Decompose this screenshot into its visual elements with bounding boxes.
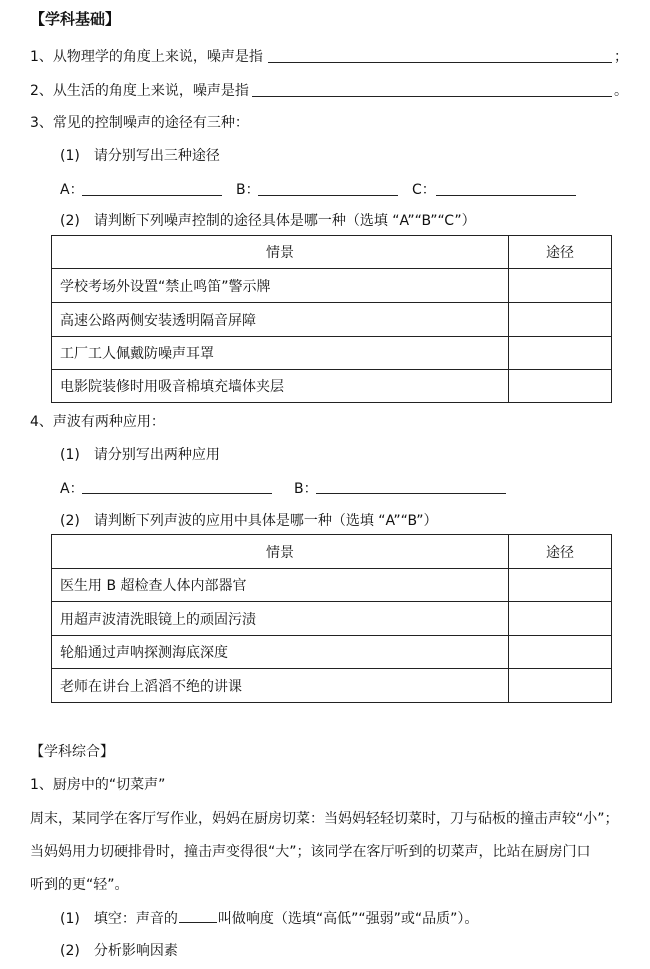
sound-application-table — [51, 534, 612, 703]
table-row-scene: 医生用 B 超检查人体内部器官 — [52, 569, 509, 602]
section-title-comprehensive: 【学科综合】 — [30, 744, 114, 760]
question-2-answer-line[interactable] — [252, 96, 612, 97]
question-2-end-punct: 。 — [614, 83, 628, 99]
q4-label-b: B： — [294, 481, 318, 497]
question-1-answer-line[interactable] — [268, 62, 612, 63]
table-route-cell[interactable] — [509, 370, 612, 403]
question-4-text: 4、声波有两种应用： — [30, 414, 165, 430]
comprehensive-paragraph-line-3: 听到的更“轻”。 — [30, 877, 129, 893]
question-1-text: 1、从物理学的角度上来说，噪声是指 — [30, 49, 263, 65]
noise-control-table — [51, 235, 612, 403]
table-row-scene: 工厂工人佩戴防噪声耳罩 — [52, 337, 509, 370]
table-route-cell[interactable] — [509, 669, 612, 703]
table-route-cell[interactable] — [509, 602, 612, 636]
q3-label-c: C： — [412, 182, 436, 198]
comprehensive-paragraph-line-1: 周末，某同学在客厅写作业，妈妈在厨房切菜：当妈妈轻轻切菜时，刀与砧板的撞击声较“小”； — [30, 811, 619, 827]
question-1-end-punct: ； — [614, 49, 628, 65]
table-route-cell[interactable] — [509, 303, 612, 337]
comprehensive-q1-title: 1、厨房中的“切菜声” — [30, 777, 166, 793]
table-header-scene: 情景 — [52, 535, 509, 569]
question-3-sub2: (2) 请判断下列噪声控制的途径具体是哪一种（选填 “A”“B”“C”） — [60, 213, 476, 229]
table-header-route: 途径 — [509, 236, 612, 269]
comprehensive-sub1-blank[interactable] — [179, 908, 217, 923]
q3-answer-line-a[interactable] — [82, 195, 222, 196]
comprehensive-sub1-prefix: (1) 填空：声音的 — [60, 911, 178, 927]
table-route-cell[interactable] — [509, 636, 612, 669]
q4-answer-line-b[interactable] — [316, 493, 506, 494]
question-3-sub1: (1) 请分别写出三种途径 — [60, 148, 220, 164]
question-2-text: 2、从生活的角度上来说，噪声是指 — [30, 83, 249, 99]
q3-label-a: A： — [60, 182, 84, 198]
table-route-cell[interactable] — [509, 569, 612, 602]
question-4-sub2: (2) 请判断下列声波的应用中具体是哪一种（选填 “A”“B”） — [60, 513, 438, 529]
table-row-scene: 学校考场外设置“禁止鸣笛”警示牌 — [52, 269, 509, 303]
comprehensive-paragraph-line-2: 当妈妈用力切硬排骨时，撞击声变得很“大”；该同学在客厅听到的切菜声，比站在厨房门口 — [30, 844, 591, 860]
comprehensive-sub2: (2) 分析影响因素 — [60, 943, 178, 959]
q4-label-a: A： — [60, 481, 84, 497]
table-route-cell[interactable] — [509, 269, 612, 303]
table-row-scene: 轮船通过声呐探测海底深度 — [52, 636, 509, 669]
q3-answer-line-b[interactable] — [258, 195, 398, 196]
table-row-scene: 电影院装修时用吸音棉填充墙体夹层 — [52, 370, 509, 403]
q3-answer-line-c[interactable] — [436, 195, 576, 196]
section-title-basics: 【学科基础】 — [30, 10, 121, 28]
q3-label-b: B： — [236, 182, 260, 198]
comprehensive-sub1-suffix: 叫做响度（选填“高低”“强弱”或“品质”）。 — [217, 911, 479, 927]
table-row-scene: 用超声波清洗眼镜上的顽固污渍 — [52, 602, 509, 636]
table-row-scene: 高速公路两侧安装透明隔音屏障 — [52, 303, 509, 337]
question-3-text: 3、常见的控制噪声的途径有三种： — [30, 115, 249, 131]
question-4-sub1: (1) 请分别写出两种应用 — [60, 447, 220, 463]
table-route-cell[interactable] — [509, 337, 612, 370]
q4-answer-line-a[interactable] — [82, 493, 272, 494]
table-header-route: 途径 — [509, 535, 612, 569]
table-header-scene: 情景 — [52, 236, 509, 269]
table-row-scene: 老师在讲台上滔滔不绝的讲课 — [52, 669, 509, 703]
comprehensive-sub1 — [60, 908, 478, 928]
